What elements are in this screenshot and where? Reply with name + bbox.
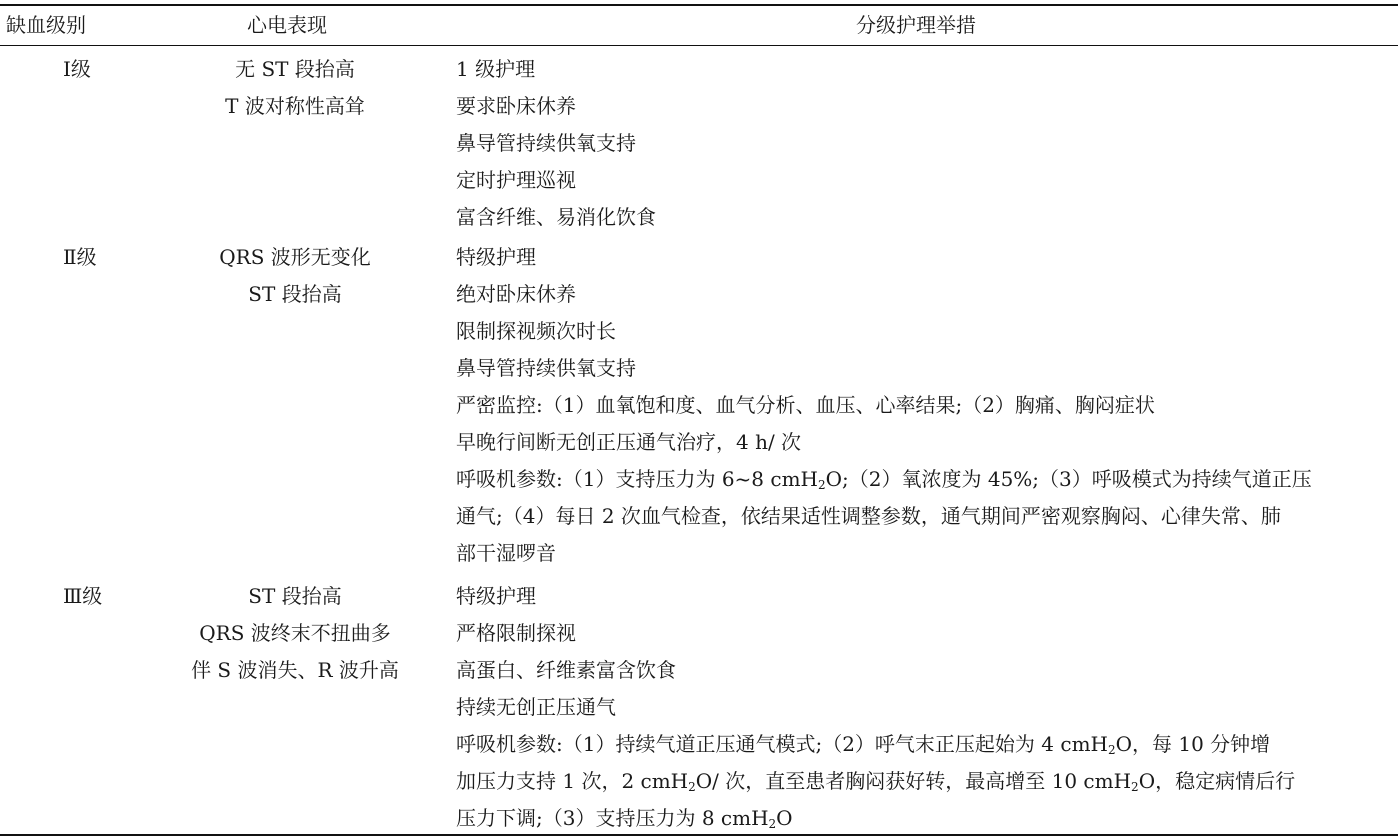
table-bottom-rule (0, 834, 1398, 836)
grade-cell: Ⅰ级 (63, 57, 91, 81)
column-header-grade: 缺血级别 (6, 13, 86, 37)
care-line: 限制探视频次时长 (456, 319, 616, 343)
grade-cell: Ⅲ级 (63, 584, 103, 608)
care-line: 富含纤维、易消化饮食 (456, 205, 656, 229)
ecg-line: ST 段抬高 (248, 282, 342, 306)
care-line: 严密监控:（1）血氧饱和度、血气分析、血压、心率结果;（2）胸痛、胸闷症状 (456, 393, 1155, 417)
care-line: 鼻导管持续供氧支持 (456, 356, 636, 380)
care-line: 持续无创正压通气 (456, 695, 616, 719)
ecg-line: 伴 S 波消失、R 波升高 (191, 658, 399, 682)
care-line: 部干湿啰音 (456, 541, 556, 565)
ecg-line: 无 ST 段抬高 (235, 57, 355, 81)
care-line: 早晚行间断无创正压通气治疗，4 h/ 次 (456, 430, 802, 454)
care-line: 通气;（4）每日 2 次血气检查，依结果适性调整参数，通气期间严密观察胸闷、心律失常、肺 (456, 504, 1281, 528)
care-line: 1 级护理 (456, 57, 536, 81)
care-line: 呼吸机参数:（1）持续气道正压通气模式;（2）呼气末正压起始为 4 cmH$_2$O，每 10 分钟增 (456, 732, 1271, 757)
care-line: 压力下调;（3）支持压力为 8 cmH$_2$O (456, 806, 793, 831)
ecg-line: ST 段抬高 (248, 584, 342, 608)
ecg-line: QRS 波形无变化 (219, 245, 371, 269)
grade-cell: Ⅱ级 (63, 245, 97, 269)
table-top-rule (0, 4, 1398, 6)
care-line: 定时护理巡视 (456, 168, 576, 192)
care-line: 特级护理 (456, 245, 536, 269)
column-header-care: 分级护理举措 (856, 13, 976, 37)
care-line: 绝对卧床休养 (456, 282, 576, 306)
ecg-line: QRS 波终末不扭曲多 (199, 621, 391, 645)
care-line: 鼻导管持续供氧支持 (456, 131, 636, 155)
ecg-line: T 波对称性高耸 (225, 94, 365, 118)
care-line: 高蛋白、纤维素富含饮食 (456, 658, 676, 682)
care-line: 特级护理 (456, 584, 536, 608)
column-header-ecg: 心电表现 (247, 13, 327, 37)
table-header-rule (0, 45, 1398, 46)
care-line: 加压力支持 1 次，2 cmH$_2$O/ 次，直至患者胸闷获好转，最高增至 10 cmH$_2$O，稳定病情后行 (456, 769, 1296, 794)
care-line: 呼吸机参数:（1）支持压力为 6~8 cmH$_2$O;（2）氧浓度为 45%;（3）呼吸模式为持续气道正压 (456, 467, 1312, 492)
care-line: 严格限制探视 (456, 621, 576, 645)
care-line: 要求卧床休养 (456, 94, 576, 118)
